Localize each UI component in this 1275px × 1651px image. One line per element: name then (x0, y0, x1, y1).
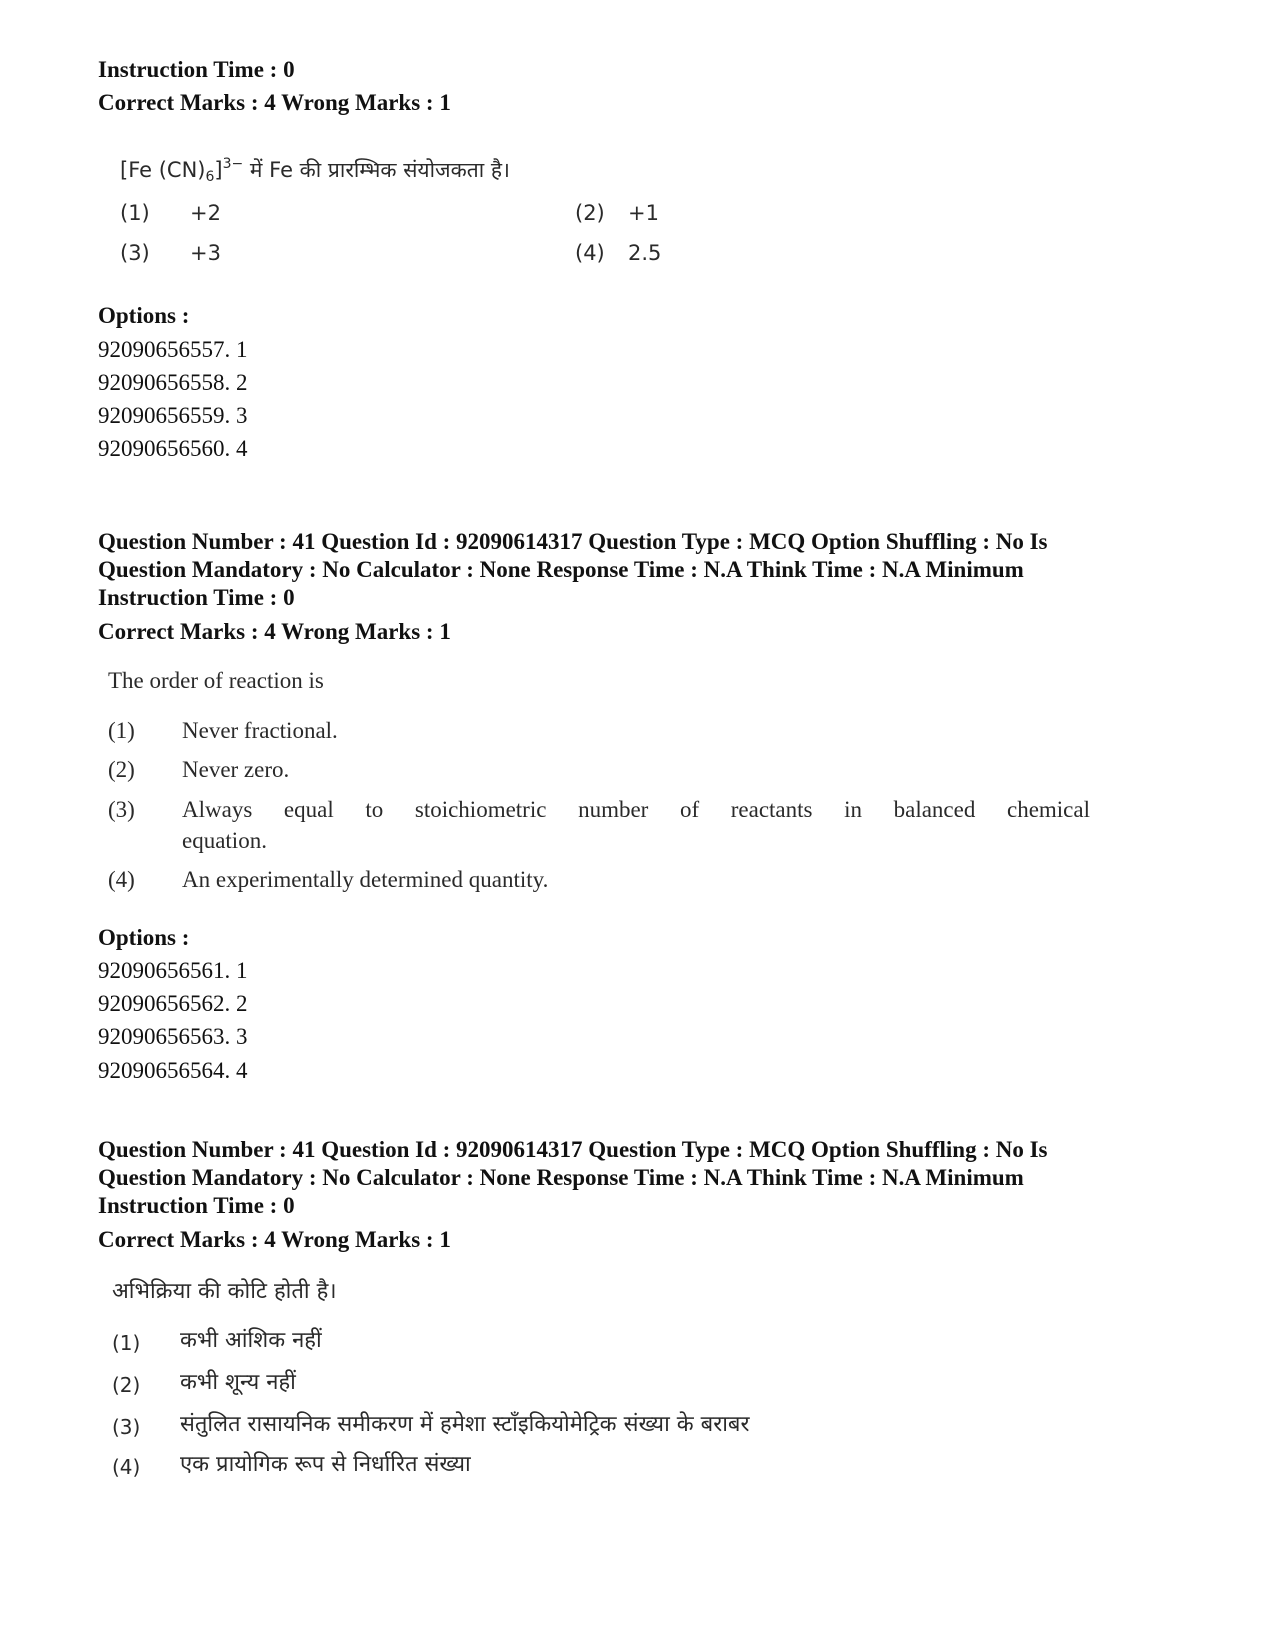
choice-text: 2.5 (628, 241, 662, 265)
question-stem: अभिक्रिया की कोटि होती है। (112, 1279, 337, 1304)
instruction-time: Instruction Time : 0 (98, 1193, 295, 1218)
marks-line: Correct Marks : 4 Wrong Marks : 1 (98, 1227, 451, 1252)
instruction-time: Instruction Time : 0 (98, 585, 295, 610)
choice-number: (1) (112, 1331, 141, 1355)
choice-number: (1) (108, 718, 135, 743)
question-header-line: Question Number : 41 Question Id : 92090614317 Question Type : MCQ Option Shuffling : No Is (98, 1137, 1048, 1162)
choice-number: (4) (108, 867, 135, 892)
choice-number: (4) (575, 241, 605, 265)
choice-text: Never zero. (182, 757, 290, 782)
choice-number: (2) (575, 201, 605, 225)
choice-text: कभी आंशिक नहीं (180, 1328, 322, 1353)
stem-suffix: में Fe की प्रारम्भिक संयोजकता है। (243, 158, 510, 182)
choice-number: (3) (120, 241, 150, 265)
options-label: Options : (98, 303, 190, 328)
choice-text: +3 (190, 241, 221, 265)
choice-number: (1) (120, 201, 150, 225)
stem-subscript: 6 (205, 169, 215, 185)
option-id: 92090656557. 1 (98, 337, 248, 362)
choice-text: An experimentally determined quantity. (182, 867, 549, 892)
question-stem: The order of reaction is (108, 668, 324, 693)
marks-line: Correct Marks : 4 Wrong Marks : 1 (98, 619, 451, 644)
choice-text: Never fractional. (182, 718, 338, 743)
choice-text: संतुलित रासायनिक समीकरण में हमेशा स्टाँइकियोमेट्रिक संख्या के बराबर (180, 1412, 750, 1437)
stem-bracket: ] (214, 158, 223, 182)
option-id: 92090656558. 2 (98, 370, 248, 395)
choice-text: Always equal to stoichiometric number of reactants in balanced chemical (182, 797, 1090, 822)
choice-number: (2) (108, 757, 135, 782)
options-label: Options : (98, 925, 190, 950)
question-header-line: Question Number : 41 Question Id : 92090614317 Question Type : MCQ Option Shuffling : No Is (98, 529, 1048, 554)
choice-number: (4) (112, 1455, 141, 1479)
option-id: 92090656562. 2 (98, 991, 248, 1016)
stem-superscript: 3− (222, 156, 244, 172)
choice-text: +2 (190, 201, 221, 225)
choice-text-continued: equation. (182, 828, 267, 853)
choice-number: (3) (108, 797, 135, 822)
choice-text: +1 (628, 201, 659, 225)
marks-line: Correct Marks : 4 Wrong Marks : 1 (98, 90, 451, 115)
choice-text: कभी शून्य नहीं (180, 1370, 296, 1395)
question-header-line: Question Mandatory : No Calculator : None Response Time : N.A Think Time : N.A Minimum (98, 1165, 1024, 1190)
option-id: 92090656561. 1 (98, 958, 248, 983)
option-id: 92090656563. 3 (98, 1024, 248, 1049)
option-id: 92090656564. 4 (98, 1058, 248, 1083)
stem-prefix: [Fe (CN) (120, 158, 206, 182)
option-id: 92090656560. 4 (98, 436, 248, 461)
choice-text: एक प्रायोगिक रूप से निर्धारित संख्या (180, 1452, 471, 1477)
question-header-line: Question Mandatory : No Calculator : None Response Time : N.A Think Time : N.A Minimum (98, 557, 1024, 582)
instruction-time: Instruction Time : 0 (98, 57, 295, 82)
option-id: 92090656559. 3 (98, 403, 248, 428)
choice-number: (3) (112, 1415, 141, 1439)
question-stem (120, 150, 510, 191)
choice-number: (2) (112, 1373, 141, 1397)
